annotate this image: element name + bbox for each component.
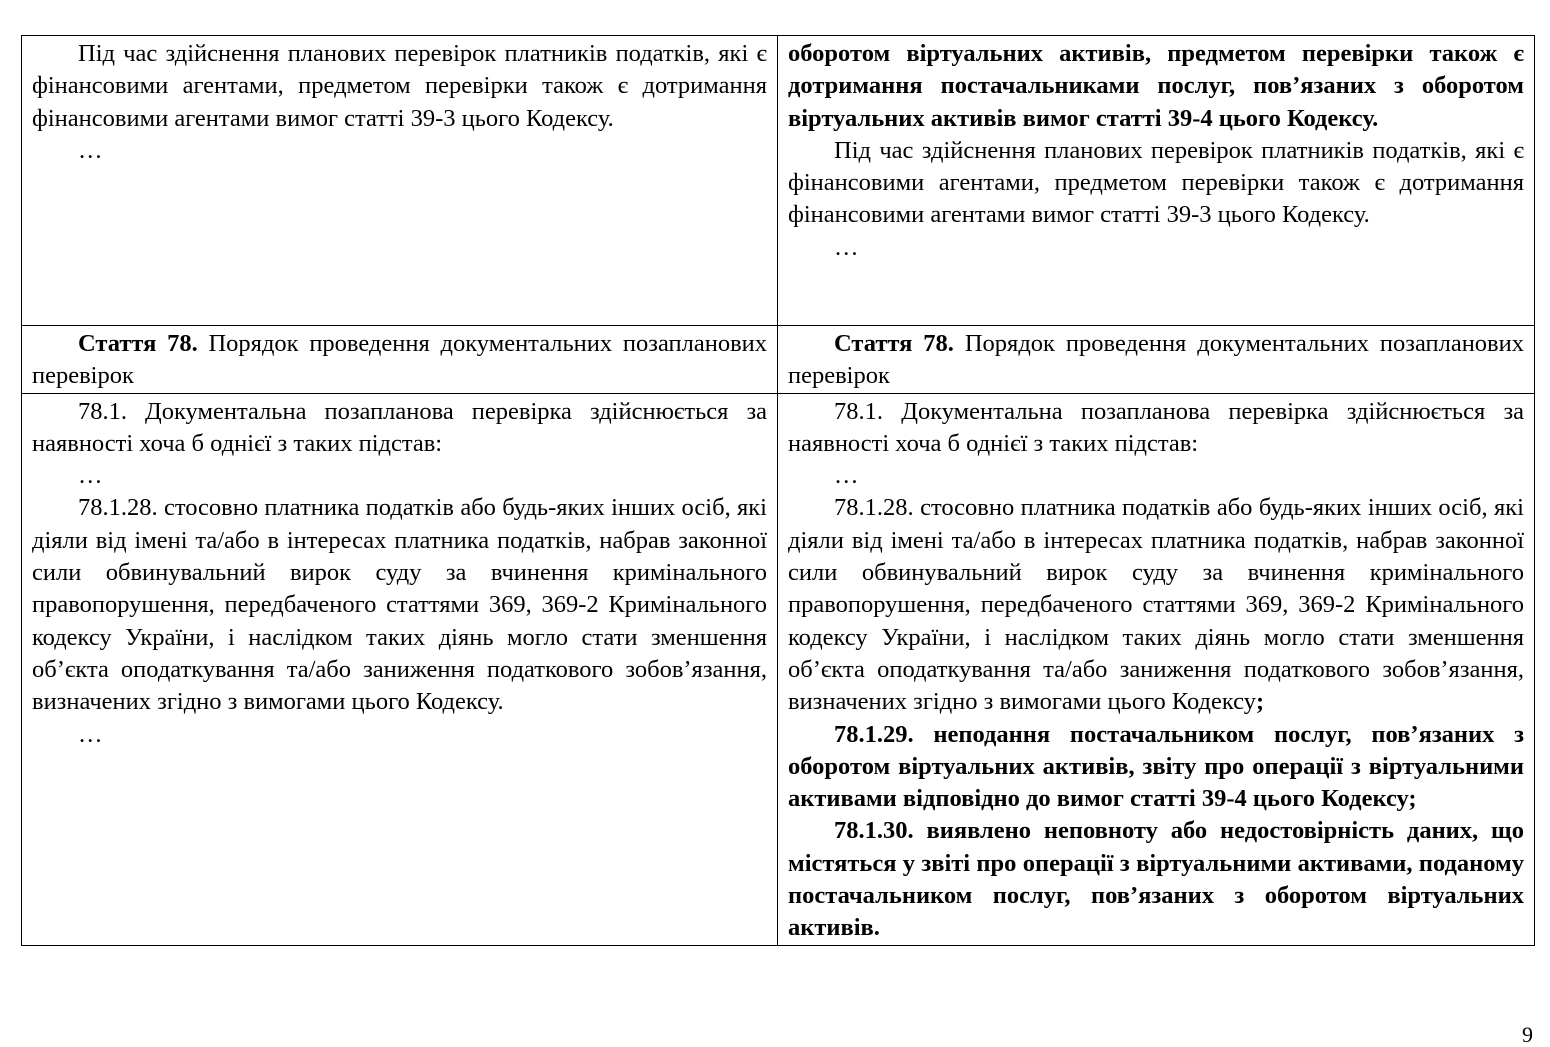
ellipsis: … <box>78 462 103 490</box>
ellipsis: … <box>834 462 859 490</box>
article-heading <box>32 328 767 393</box>
table-row <box>22 393 1535 945</box>
ellipsis: … <box>78 720 103 748</box>
ellipsis: … <box>834 233 859 261</box>
left-cell <box>22 326 778 394</box>
paragraph-bold: оборотом віртуальних активів, предметом перевірки також є дотримання постачальниками послуг, пов’язаних з оборотом віртуальних активів вимог статті 39-4 цього Кодексу. <box>788 40 1524 132</box>
paragraph <box>788 492 1524 718</box>
paragraph: 78.1. Документальна позапланова перевірка здійснюється за наявності хоча б однієї з таких підстав: <box>788 397 1524 457</box>
table-row <box>22 326 1535 394</box>
article-number: Стаття 78. <box>834 330 954 357</box>
paragraph-text: 78.1.28. стосовно платника податків або будь-яких інших осіб, які діяли від імені та/або в інтересах платника податків, набрав законної сили обвинувальний вирок суду за вчинення кримінального правопорушення, передбаченого статтями 369, 369-2 Кримінального кодексу України, і наслідком таких діянь могло стати зменшення об’єкта оподаткування та/або заниження податкового зобов’язання, визначених згідно з вимогами цього Кодексу <box>788 494 1524 716</box>
comparison-table <box>21 35 1535 946</box>
article-heading <box>788 328 1524 393</box>
article-number: Стаття 78. <box>78 330 198 357</box>
page-number: 9 <box>1522 1022 1533 1047</box>
article-title: Порядок проведення документальних позапланових перевірок <box>788 330 1524 390</box>
right-cell <box>778 326 1535 394</box>
left-cell <box>22 36 778 326</box>
paragraph: Під час здійснення планових перевірок платників податків, які є фінансовими агентами, предметом перевірки також є дотримання фінансовими агентами вимог статті 39-3 цього Кодексу. <box>32 40 767 132</box>
paragraph: 78.1.28. стосовно платника податків або будь-яких інших осіб, які діяли від імені та/або в інтересах платника податків, набрав законної сили обвинувальний вирок суду за вчинення кримінального правопорушення, передбаченого статтями 369, 369-2 Кримінального кодексу України, і наслідком таких діянь могло стати зменшення об’єкта оподаткування та/або заниження податкового зобов’язання, визначених згідно з вимогами цього Кодексу. <box>32 494 767 716</box>
paragraph-bold: 78.1.30. виявлено неповноту або недостовірність даних, що містяться у звіті про операції з віртуальними активами, поданому постачальником послуг, пов’язаних з оборотом віртуальних активів. <box>788 817 1524 942</box>
paragraph-bold: 78.1.29. неподання постачальником послуг, пов’язаних з оборотом віртуальних активів, звіту про операції з віртуальними активами відповідно до вимог статті 39-4 цього Кодексу; <box>788 720 1524 813</box>
article-title: Порядок проведення документальних позапланових перевірок <box>32 330 768 390</box>
paragraph-end-bold: ; <box>1256 688 1265 716</box>
right-cell <box>778 36 1535 326</box>
paragraph: Під час здійснення планових перевірок платників податків, які є фінансовими агентами, предметом перевірки також є дотримання фінансовими агентами вимог статті 39-3 цього Кодексу. <box>788 136 1524 229</box>
ellipsis: … <box>78 136 103 164</box>
left-cell <box>22 393 778 945</box>
right-cell <box>778 393 1535 945</box>
paragraph: 78.1. Документальна позапланова перевірка здійснюється за наявності хоча б однієї з таких підстав: <box>32 397 767 457</box>
table-row <box>22 36 1535 326</box>
